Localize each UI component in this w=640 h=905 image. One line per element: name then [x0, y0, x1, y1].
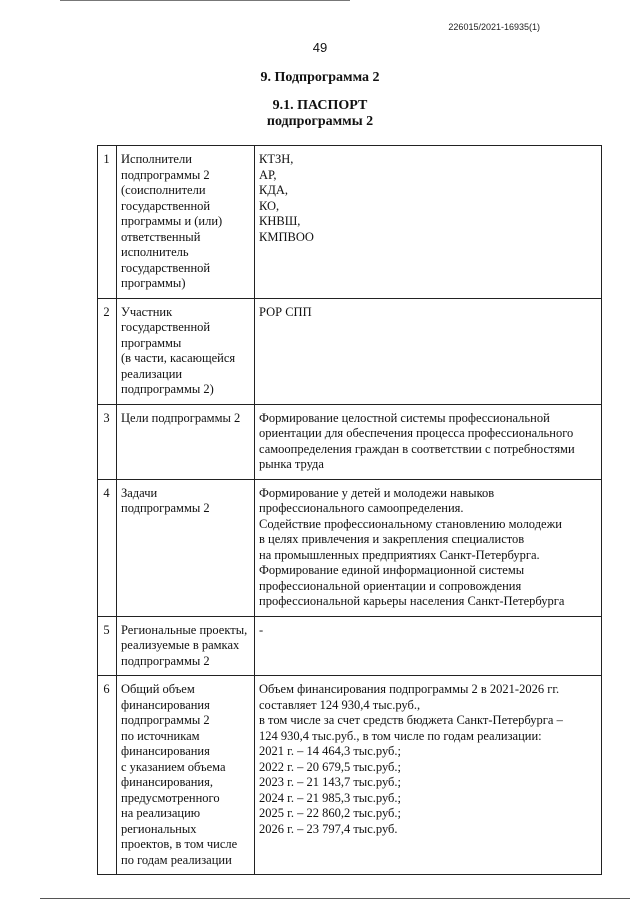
table-row: [98, 298, 602, 404]
row-label-line: финансирования: [121, 697, 210, 712]
row-label-line: исполнитель: [121, 245, 189, 259]
row-label-line: по источникам: [121, 728, 200, 743]
document-registration-code: 226015/2021-16935(1): [448, 22, 540, 32]
row-number: 1: [98, 146, 117, 299]
row-label: [117, 616, 255, 676]
row-value: [255, 404, 602, 479]
row-label-line: (соисполнители: [121, 183, 206, 197]
row-label-line: подпрограммы 2: [121, 167, 210, 182]
scan-edge-bottom: [40, 898, 630, 899]
page-number: 49: [312, 40, 328, 55]
row-label-line: подпрограммы 2): [121, 382, 214, 396]
row-label-line: региональных: [121, 821, 197, 836]
row-value-line: Содействие профессиональному становлению молодежи: [259, 516, 562, 531]
row-value: [255, 298, 602, 404]
row-value-line: КТЗН,: [259, 152, 294, 166]
row-label: [117, 146, 255, 299]
passport-title: 9.1. ПАСПОРТ: [272, 98, 368, 113]
row-value-line: 2025 г. – 22 860,2 тыс.руб.;: [259, 806, 402, 820]
row-label-line: Общий объем: [121, 682, 195, 696]
row-label: [117, 479, 255, 616]
row-value-line: в том числе за счет средств бюджета Санкт-Петербурга –: [259, 713, 563, 727]
row-label-line: государственной: [121, 260, 211, 275]
row-value-line: Объем финансирования подпрограммы 2 в 2021-2026 гг.: [259, 682, 560, 696]
passport-table-body: [98, 146, 602, 875]
row-label-line: реализуемые в рамках: [121, 638, 240, 652]
row-label-line: проектов, в том числе: [121, 837, 238, 851]
row-number: 2: [98, 298, 117, 404]
table-row: [98, 479, 602, 616]
row-label-line: подпрограммы 2: [121, 713, 210, 727]
row-label-line: программы): [121, 276, 186, 290]
row-value-line: Формирование единой информационной системы: [259, 563, 525, 577]
row-number: 6: [98, 676, 117, 875]
row-value-line: Формирование целостной системы профессиональной: [259, 410, 550, 425]
row-label-line: с указанием объема: [121, 759, 226, 774]
table-row: [98, 146, 602, 299]
row-value-line: профессиональной ориентации и сопровождения: [259, 578, 522, 593]
row-label-line: финансирования: [121, 744, 210, 758]
row-label-line: программы: [121, 335, 182, 350]
row-label: [117, 298, 255, 404]
row-number: 5: [98, 616, 117, 676]
row-value-line: 2026 г. – 23 797,4 тыс.руб.: [259, 821, 398, 836]
row-value-line: АР,: [259, 167, 277, 182]
row-value-line: профессиональной карьеры населения Санкт-Петербурга: [259, 594, 565, 608]
row-value: [255, 676, 602, 875]
row-label-line: Региональные проекты,: [121, 622, 248, 637]
row-value-line: составляет 124 930,4 тыс.руб.,: [259, 697, 421, 712]
row-label-line: Задачи: [121, 485, 158, 500]
row-value-line: -: [259, 622, 264, 637]
row-value-line: в целях привлечения и закрепления специалистов: [259, 532, 525, 546]
passport-table: [97, 145, 602, 875]
row-value-line: КМПВОО: [259, 229, 314, 244]
row-value-line: КДА,: [259, 183, 289, 197]
row-label-line: по годам реализации: [121, 852, 232, 867]
row-value-line: на промышленных предприятиях Санкт-Петербурга.: [259, 547, 540, 562]
passport-subtitle: подпрограммы 2: [266, 114, 374, 129]
table-row: [98, 404, 602, 479]
passport-heading: [0, 98, 640, 130]
row-label-line: Участник: [121, 304, 173, 319]
table-row: [98, 676, 602, 875]
row-value-line: РОР СПП: [259, 304, 312, 319]
row-label-line: ответственный: [121, 229, 201, 244]
row-value: [255, 146, 602, 299]
row-label-line: реализации: [121, 366, 183, 381]
row-value-line: КО,: [259, 198, 280, 213]
row-value: [255, 479, 602, 616]
row-label: [117, 404, 255, 479]
row-label-line: на реализацию: [121, 806, 201, 820]
row-label: [117, 676, 255, 875]
row-label-line: программы и (или): [121, 214, 223, 228]
row-value-line: Формирование у детей и молодежи навыков: [259, 485, 495, 500]
row-label-line: финансирования,: [121, 775, 213, 789]
row-label-line: государственной: [121, 320, 211, 334]
row-label-line: государственной: [121, 198, 211, 213]
row-label-line: Исполнители: [121, 152, 192, 166]
row-number: 3: [98, 404, 117, 479]
row-value: [255, 616, 602, 676]
row-value-line: 2021 г. – 14 464,3 тыс.руб.;: [259, 744, 402, 758]
row-value-line: ориентации для обеспечения процесса профессионального: [259, 426, 574, 440]
row-label-line: подпрограммы 2: [121, 653, 210, 668]
scan-edge-top: [60, 0, 350, 1]
row-value-line: профессионального самоопределения.: [259, 501, 464, 515]
section-title: 9. Подпрограмма 2: [260, 70, 380, 85]
row-value-line: 2022 г. – 20 679,5 тыс.руб.;: [259, 759, 402, 774]
row-value-line: рынка труда: [259, 457, 324, 471]
row-value-line: 124 930,4 тыс.руб., в том числе по годам реализации:: [259, 728, 542, 743]
table-row: [98, 616, 602, 676]
row-value-line: КНВШ,: [259, 214, 301, 228]
row-number: 4: [98, 479, 117, 616]
row-label-line: (в части, касающейся: [121, 351, 236, 365]
row-value-line: самоопределения граждан в соответствии с потребностями: [259, 441, 575, 456]
row-value-line: 2024 г. – 21 985,3 тыс.руб.;: [259, 790, 402, 805]
row-label-line: предусмотренного: [121, 790, 220, 805]
row-label-line: Цели подпрограммы 2: [121, 410, 241, 425]
row-label-line: подпрограммы 2: [121, 501, 210, 515]
row-value-line: 2023 г. – 21 143,7 тыс.руб.;: [259, 775, 402, 789]
